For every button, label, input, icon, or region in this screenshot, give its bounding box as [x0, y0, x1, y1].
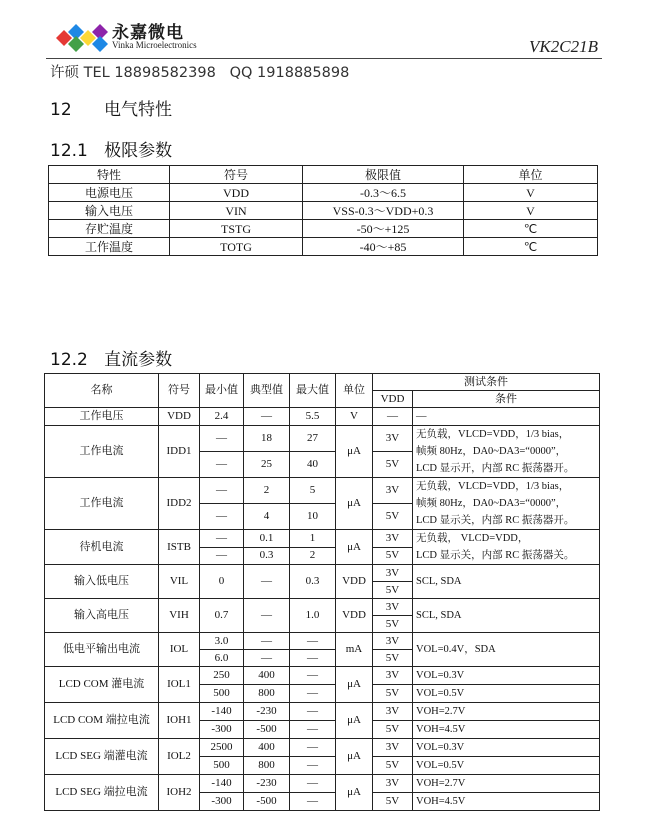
table-row — [49, 202, 598, 220]
cell — [413, 426, 600, 478]
brand-name-en: Vinka Microelectronics — [112, 40, 197, 50]
cell: 6.0 — [200, 650, 244, 667]
cell: -40～+85 — [303, 238, 464, 256]
cell: VOH=4.5V — [413, 793, 600, 811]
header-cell: 单位 — [336, 374, 373, 408]
cell: — — [200, 504, 244, 530]
cell: 250 — [200, 667, 244, 685]
table-row — [45, 775, 600, 793]
cond-line: 无负载，VLCD=VDD，1/3 bias， — [416, 429, 570, 440]
page-header — [0, 0, 656, 81]
cell: TSTG — [170, 220, 303, 238]
cell: 2.4 — [200, 408, 244, 426]
cell: V — [336, 408, 373, 426]
cell: μA — [336, 667, 373, 703]
cell: 0.1 — [244, 530, 290, 548]
cell: VOL=0.3V — [413, 667, 600, 685]
header-cell: 最大值 — [290, 374, 336, 408]
cell: 5V — [373, 547, 413, 565]
section-title-12-2: 12.2 直流参数 — [50, 350, 173, 370]
cell: -500 — [244, 721, 290, 739]
section-title-12: 12 电气特性 — [50, 100, 173, 120]
dc-params-table — [44, 373, 600, 811]
cell: — — [290, 721, 336, 739]
table-row — [49, 220, 598, 238]
cell: VDD — [159, 408, 200, 426]
cell: — — [200, 452, 244, 478]
cell: 工作温度 — [49, 238, 170, 256]
cell: 2500 — [200, 739, 244, 757]
cell: — — [290, 703, 336, 721]
cell: μA — [336, 739, 373, 775]
cell — [413, 530, 600, 565]
cell: 400 — [244, 667, 290, 685]
cell: mA — [336, 633, 373, 667]
cond-line: LCD 显示关，内部 RC 振荡器关。 — [416, 550, 575, 561]
cell: -500 — [244, 793, 290, 811]
cell: ℃ — [464, 238, 598, 256]
cell: 0.3 — [290, 565, 336, 599]
header-cell: 测试条件 — [373, 374, 600, 391]
table-row — [49, 184, 598, 202]
cell: 0.7 — [200, 599, 244, 633]
cell: IOL — [159, 633, 200, 667]
cell: 40 — [290, 452, 336, 478]
cell: — — [244, 599, 290, 633]
cell: 27 — [290, 426, 336, 452]
cell: — — [290, 633, 336, 650]
table-header-row — [49, 166, 598, 184]
header-cell: 条件 — [413, 391, 600, 408]
cell: 3V — [373, 703, 413, 721]
cell: 3V — [373, 478, 413, 504]
cell: — — [373, 408, 413, 426]
cell: 500 — [200, 757, 244, 775]
cell: — — [290, 793, 336, 811]
cell: SCL, SDA — [413, 599, 600, 633]
cell: -140 — [200, 775, 244, 793]
cell: LCD COM 端拉电流 — [45, 703, 159, 739]
vinka-logo-icon — [46, 20, 116, 56]
table-row — [49, 238, 598, 256]
cell: — — [290, 757, 336, 775]
cell: -50～+125 — [303, 220, 464, 238]
cell: VOL=0.5V — [413, 757, 600, 775]
cell: 3V — [373, 565, 413, 582]
cell: VIN — [170, 202, 303, 220]
table-row — [45, 426, 600, 452]
table-row — [45, 599, 600, 616]
table-row — [45, 530, 600, 548]
cell: VIL — [159, 565, 200, 599]
cell: 800 — [244, 757, 290, 775]
cell: 工作电流 — [45, 426, 159, 478]
table-row — [45, 633, 600, 650]
cell: — — [413, 408, 600, 426]
cell: 5V — [373, 650, 413, 667]
cell: 25 — [244, 452, 290, 478]
cell: VIH — [159, 599, 200, 633]
cell: 存贮温度 — [49, 220, 170, 238]
cell: VSS-0.3～VDD+0.3 — [303, 202, 464, 220]
cell: 3V — [373, 633, 413, 650]
cell: 3V — [373, 775, 413, 793]
cell: — — [244, 633, 290, 650]
cell: — — [244, 565, 290, 599]
cell: 5V — [373, 685, 413, 703]
header-cell: 名称 — [45, 374, 159, 408]
cell: 5V — [373, 616, 413, 633]
cell: ℃ — [464, 220, 598, 238]
cell: — — [200, 478, 244, 504]
cell: 低电平输出电流 — [45, 633, 159, 667]
cell: -230 — [244, 703, 290, 721]
cell: 5V — [373, 504, 413, 530]
cond-line: LCD 显示开，内部 RC 振荡器开。 — [416, 463, 575, 474]
cell: 400 — [244, 739, 290, 757]
cell: -0.3～6.5 — [303, 184, 464, 202]
cell: -300 — [200, 793, 244, 811]
cell: 10 — [290, 504, 336, 530]
cond-line: LCD 显示关，内部 RC 振荡器开。 — [416, 515, 575, 526]
cell: 800 — [244, 685, 290, 703]
model-number: VK2C21B — [529, 37, 598, 56]
cell: TOTG — [170, 238, 303, 256]
cell: μA — [336, 478, 373, 530]
cell: — — [290, 685, 336, 703]
cell: 500 — [200, 685, 244, 703]
header-cell: VDD — [373, 391, 413, 408]
cond-line: 无负载，VLCD=VDD，1/3 bias， — [416, 481, 570, 492]
cell: — — [290, 739, 336, 757]
header-cell: 特性 — [49, 166, 170, 184]
cell: — — [290, 650, 336, 667]
contact-line: 许硕 TEL 18898582398 QQ 1918885898 — [50, 65, 350, 81]
cell: 1 — [290, 530, 336, 548]
cell: 输入高电压 — [45, 599, 159, 633]
cell: — — [290, 667, 336, 685]
cell: LCD COM 灌电流 — [45, 667, 159, 703]
cell: 3V — [373, 739, 413, 757]
cell: — — [200, 426, 244, 452]
cell: V — [464, 184, 598, 202]
header-cell: 单位 — [464, 166, 598, 184]
cell: 18 — [244, 426, 290, 452]
cell: 5V — [373, 721, 413, 739]
cell: — — [200, 530, 244, 548]
cell: VDD — [336, 599, 373, 633]
cell: 3V — [373, 426, 413, 452]
cell: VOH=4.5V — [413, 721, 600, 739]
cell: — — [290, 775, 336, 793]
header-cell: 极限值 — [303, 166, 464, 184]
table-row — [45, 739, 600, 757]
header-cell: 符号 — [159, 374, 200, 408]
cell: IOL2 — [159, 739, 200, 775]
cell: 工作电流 — [45, 478, 159, 530]
cell: 0.3 — [244, 547, 290, 565]
cond-line: 帧频 80Hz，DA0~DA3=“0000”， — [416, 498, 567, 509]
cell: IOL1 — [159, 667, 200, 703]
cell: 待机电流 — [45, 530, 159, 565]
cell: μA — [336, 530, 373, 565]
cell: 5V — [373, 757, 413, 775]
cell: IOH1 — [159, 703, 200, 739]
cell: 输入低电压 — [45, 565, 159, 599]
cell: 4 — [244, 504, 290, 530]
cell: 5V — [373, 793, 413, 811]
cell: — — [244, 650, 290, 667]
brand-name-cn: 永嘉微电 — [112, 23, 184, 43]
cell: μA — [336, 426, 373, 478]
cell: VDD — [170, 184, 303, 202]
cell: 3V — [373, 530, 413, 548]
cell: IDD1 — [159, 426, 200, 478]
cell: 1.0 — [290, 599, 336, 633]
cond-line: 帧频 80Hz，DA0~DA3=“0000”， — [416, 446, 567, 457]
cell: -230 — [244, 775, 290, 793]
cell: -140 — [200, 703, 244, 721]
cell: 3V — [373, 599, 413, 616]
header-cell: 最小值 — [200, 374, 244, 408]
cell: 0 — [200, 565, 244, 599]
cell: — — [244, 408, 290, 426]
cell: 5.5 — [290, 408, 336, 426]
table-header-row — [45, 374, 600, 391]
cell: 2 — [290, 547, 336, 565]
cell: LCD SEG 端灌电流 — [45, 739, 159, 775]
cell: 3V — [373, 667, 413, 685]
cell: VOL=0.3V — [413, 739, 600, 757]
cell: μA — [336, 775, 373, 811]
cell: VOL=0.4V，SDA — [413, 633, 600, 667]
cell: SCL, SDA — [413, 565, 600, 599]
cell: ISTB — [159, 530, 200, 565]
cell: V — [464, 202, 598, 220]
cell: — — [200, 547, 244, 565]
cell: 输入电压 — [49, 202, 170, 220]
cell: 5 — [290, 478, 336, 504]
table-row — [45, 703, 600, 721]
cell: 工作电压 — [45, 408, 159, 426]
limits-table — [48, 165, 598, 256]
table-row — [45, 478, 600, 504]
table-row — [45, 408, 600, 426]
cell: 电源电压 — [49, 184, 170, 202]
cell: VOL=0.5V — [413, 685, 600, 703]
cell: IOH2 — [159, 775, 200, 811]
header-divider — [46, 58, 602, 59]
cell: 5V — [373, 582, 413, 599]
table-row — [45, 565, 600, 582]
cell: 5V — [373, 452, 413, 478]
header-cell: 典型值 — [244, 374, 290, 408]
cell: VOH=2.7V — [413, 775, 600, 793]
cell: LCD SEG 端拉电流 — [45, 775, 159, 811]
cell — [413, 478, 600, 530]
cell: 3.0 — [200, 633, 244, 650]
cell: μA — [336, 703, 373, 739]
cell: VOH=2.7V — [413, 703, 600, 721]
cell: -300 — [200, 721, 244, 739]
cell: 2 — [244, 478, 290, 504]
cell: IDD2 — [159, 478, 200, 530]
section-title-12-1: 12.1 极限参数 — [50, 141, 173, 161]
table-row — [45, 667, 600, 685]
cell: VDD — [336, 565, 373, 599]
header-cell: 符号 — [170, 166, 303, 184]
cond-line: 无负载， VLCD=VDD， — [416, 533, 529, 544]
